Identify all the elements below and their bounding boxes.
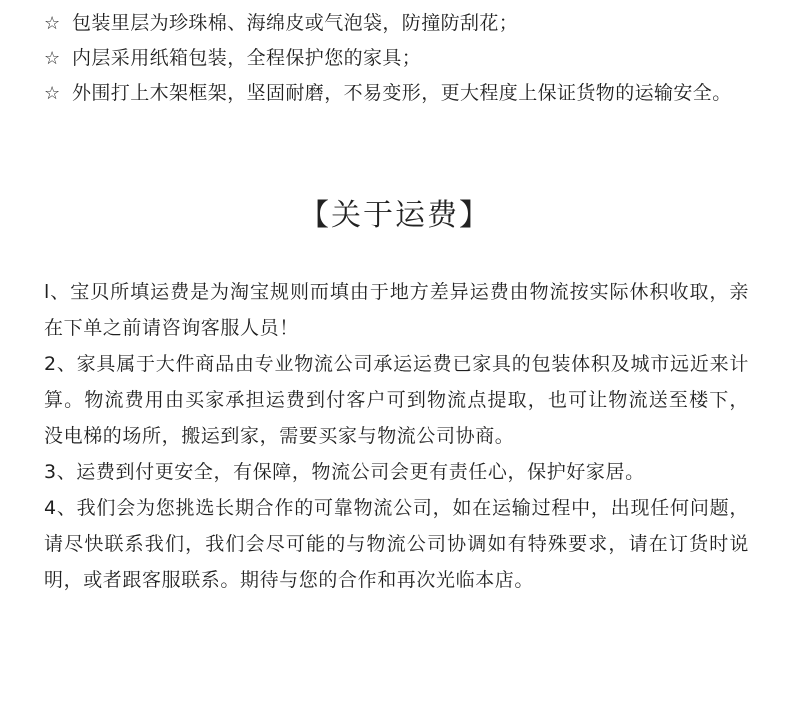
star-icon: ☆ bbox=[44, 13, 61, 34]
shipping-info-list bbox=[44, 274, 749, 598]
shipping-list-item: 2、家具属于大件商品由专业物流公司承运运费已家具的包装体积及城市远近来计算。物流费用由买家承担运费到付客户可到物流点提取，也可让物流送至楼下，没电梯的场所，搬运到家，需要买家与物流公司协商。 bbox=[44, 353, 749, 447]
packing-item-text: 外围打上木架框架，坚固耐磨，不易变形，更大程度上保证货物的运输安全。 bbox=[72, 82, 732, 104]
star-icon: ☆ bbox=[44, 48, 61, 69]
packing-list-item bbox=[44, 41, 764, 76]
packing-list-item bbox=[44, 6, 764, 41]
packing-item-text: 包装里层为珍珠棉、海绵皮或气泡袋，防撞防刮花； bbox=[72, 12, 519, 34]
packing-item-text: 内层采用纸箱包装，全程保护您的家具； bbox=[72, 47, 422, 69]
star-icon: ☆ bbox=[44, 83, 61, 104]
shipping-list-item: 4、我们会为您挑选长期合作的可靠物流公司，如在运输过程中，出现任何问题，请尽快联系我们，我们会尽可能的与物流公司协调如有特殊要求，请在订货时说明，或者跟客服联系。期待与您的合作和再次光临本店。 bbox=[44, 497, 749, 591]
packing-list-item bbox=[44, 76, 764, 111]
shipping-list-item: 3、运费到付更安全，有保障，物流公司会更有责任心，保护好家居。 bbox=[44, 461, 645, 483]
packing-list bbox=[44, 6, 764, 111]
shipping-list-item: l、宝贝所填运费是为淘宝规则而填由于地方差异运费由物流按实际休积收取，亲在下单之前请咨询客服人员！ bbox=[44, 281, 749, 339]
shipping-section-heading: 【关于运费】 bbox=[299, 198, 491, 233]
